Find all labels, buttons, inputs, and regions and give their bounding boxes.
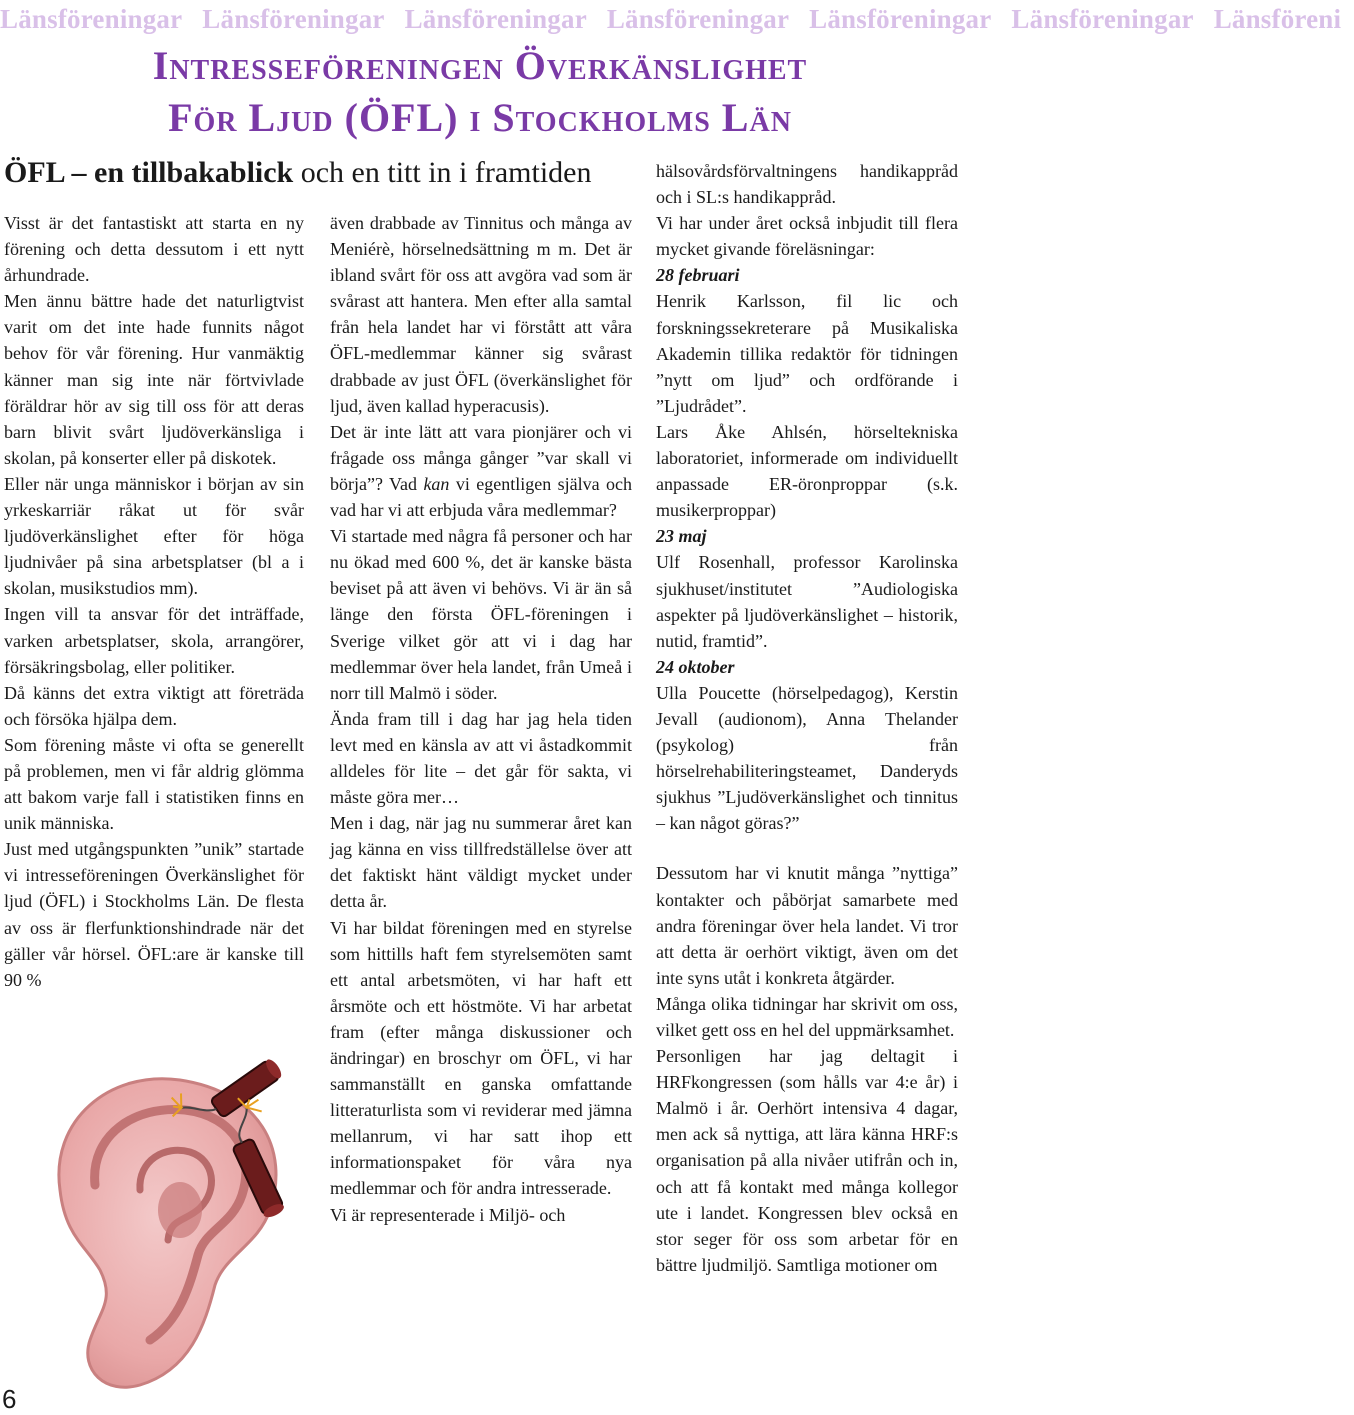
ear-illustration: [20, 1040, 340, 1400]
page-title-line1: Intresseföreningen Överkänslighet: [152, 43, 808, 88]
banner-word: Länsföreningar: [1011, 4, 1194, 34]
column-3: [656, 158, 958, 1278]
lecture-date: 28 februari: [656, 265, 740, 286]
lecture-date: 24 oktober: [656, 656, 735, 677]
paragraph: Lars Åke Ahlsén, hörseltekniska laboratoriet, informerade om individuellt anpassade ER-öronproppar (s.k. musikerproppar): [656, 421, 958, 521]
column-1: [4, 210, 304, 993]
page-number: 6: [2, 1384, 17, 1414]
banner-strip: [0, 4, 1342, 38]
banner-word: Länsföreningar: [809, 4, 992, 34]
text-run: vi egentligen själva och vad har vi att erbjuda våra medlemmar?: [330, 473, 632, 521]
lecture-date: 23 maj: [656, 526, 707, 547]
paragraph: Ända fram till i dag har jag hela tiden levt med en känsla av att vi åstadkommit alldeles för lite – det går för sakta, vi måste göra mer…: [330, 708, 632, 808]
page-title-line2: För Ljud (ÖFL) i Stockholms Län: [168, 95, 792, 140]
spacer: [656, 836, 958, 860]
paragraph: även drabbade av Tinnitus och många av Meniérè, hörselnedsättning m m. Det är ibland svårt för oss att avgöra vad som är svårast att hantera. Men efter alla samtal från hela landet har vi förstått att våra ÖFL-medlemmar känner sig svårast drabbade av just ÖFL (överkänslighet för ljud, även kallad hyperacusis).: [330, 213, 632, 416]
paragraph: Eller när unga människor i början av sin yrkeskarriär råkat ut för svår ljudöverkänslighet efter för höga ljudnivåer på sina arbetsplatser (bl a i skolan, musikstudios mm).: [4, 473, 304, 599]
paragraph: Vi är representerade i Miljö- och: [330, 1204, 566, 1225]
paragraph: Henrik Karlsson, fil lic och forskningssekreterare på Musikaliska Akademin tillika redaktör för tidningen ”nytt om ljud” och ordförande i ”Ljudrådet”.: [656, 291, 958, 416]
banner-word: Länsföreningar: [202, 4, 385, 34]
paragraph: Ingen vill ta ansvar för det inträffade, varken arbetsplatser, skola, arrangörer, försäkringsbolag, eller politiker.: [4, 604, 304, 677]
banner-word: Länsföreningar: [0, 4, 183, 34]
paragraph: Då känns det extra viktigt att företräda och försöka hjälpa dem.: [4, 682, 304, 729]
paragraph: Men i dag, när jag nu summerar året kan jag känna en viss tillfredställelse över att det faktiskt hänt väldigt mycket under detta år.: [330, 813, 632, 912]
paragraph: Ulf Rosenhall, professor Karolinska sjukhuset/institutet ”Audiologiska aspekter på ljudöverkänslighet – historik, nutid, framtid”.: [656, 552, 958, 651]
paragraph: Ulla Poucette (hörselpedagog), Kerstin Jevall (audionom), Anna Thelander (psykolog) från hörselrehabiliteringsteamet, Danderyds sjukhus ”Ljudöverkänslighet och tinnitus – kan något göras?”: [656, 682, 958, 834]
article-title-rest: och en titt in i framtiden: [293, 156, 592, 189]
paragraph: Vi har under året också inbjudit till flera mycket givande föreläsningar:: [656, 213, 958, 260]
paragraph: [330, 419, 632, 523]
paragraph: Personligen har jag deltagit i HRFkongressen (som hålls var 4:e år) i Malmö i år. Oerhört intensiva 4 dagar, men ack så nyttiga, att lära känna HRF:s organisation på alla nivåer utifrån och in, och att få kontakt med många kollegor ute i landet. Kongressen blev också en stor seger för oss som arbetar för en bättre ljudmiljö. Samtliga motioner om: [656, 1046, 958, 1275]
paragraph: Just med utgångspunkten ”unik” startade vi intresseföreningen Överkänslighet för ljud (ÖFL) i Stockholms Län. De flesta av oss är flerfunktionshindrade när det gäller vår hörsel. ÖFL:are är kanske till 90 %: [4, 839, 304, 990]
banner-word: Länsföreni: [1213, 4, 1342, 34]
article-title: [4, 156, 592, 190]
paragraph: Vi startade med några få personer och har nu ökad med 600 %, det är kanske bästa beviset på att även vi behövs. Vi är än så länge den första ÖFL-föreningen i Sverige vilket gör att vi i dag har medlemmar över hela landet, från Umeå i norr till Malmö i söder.: [330, 526, 632, 703]
column-2: [330, 210, 632, 1228]
emphasis: kan: [423, 473, 450, 494]
paragraph: Vi har bildat föreningen med en styrelse som hittills haft fem styrelsemöten samt ett antal arbetsmöten, vi har haft ett årsmöte och ett höstmöte. Vi har arbetat fram (efter många diskussioner och ändringar) en broschyr om ÖFL, vi har sammanställt en ganska omfattande litteraturlista som vi reviderar med jämna mellanrum, vi har satt ihop ett informationspaket för våra nya medlemmar och för andra intresserade.: [330, 917, 632, 1199]
banner-word: Länsföreningar: [606, 4, 790, 34]
paragraph: Dessutom har vi knutit många ”nyttiga” kontakter och påbörjat samarbete med andra föreningar över hela landet. Vi tror att detta är oerhört viktigt, även om det inte syns utåt i konkreta åtgärder.: [656, 863, 958, 988]
paragraph: Som förening måste vi ofta se generellt på problemen, men vi får aldrig glömma att bakom varje fall i statistiken finns en unik människa.: [4, 734, 304, 834]
paragraph: Många olika tidningar har skrivit om oss, vilket gett oss en hel del uppmärksamhet.: [656, 993, 958, 1040]
paragraph: hälsovårdsförvaltningens handikappråd och i SL:s handikappråd.: [656, 161, 958, 208]
article-title-bold: ÖFL – en tillbakablick: [4, 156, 294, 189]
ear-icon: [59, 1079, 276, 1388]
paragraph: Visst är det fantastiskt att starta en ny förening och detta dessutom i ett nytt århundrade.: [4, 213, 304, 286]
banner-word: Länsföreningar: [404, 4, 587, 34]
text-run: Det är inte lätt att vara pionjärer och vi frågade oss många gånger ”var skall vi börja”? Vad: [330, 421, 632, 494]
paragraph: Men ännu bättre hade det naturligtvist varit om det inte hade funnits något behov för vår förening. Hur vanmäktig känner man sig inte när förtvivlade föräldrar hör av sig till oss för att deras barn blivit svårt ljudöverkänsliga i skolan, på konserter eller på diskotek.: [4, 291, 304, 468]
